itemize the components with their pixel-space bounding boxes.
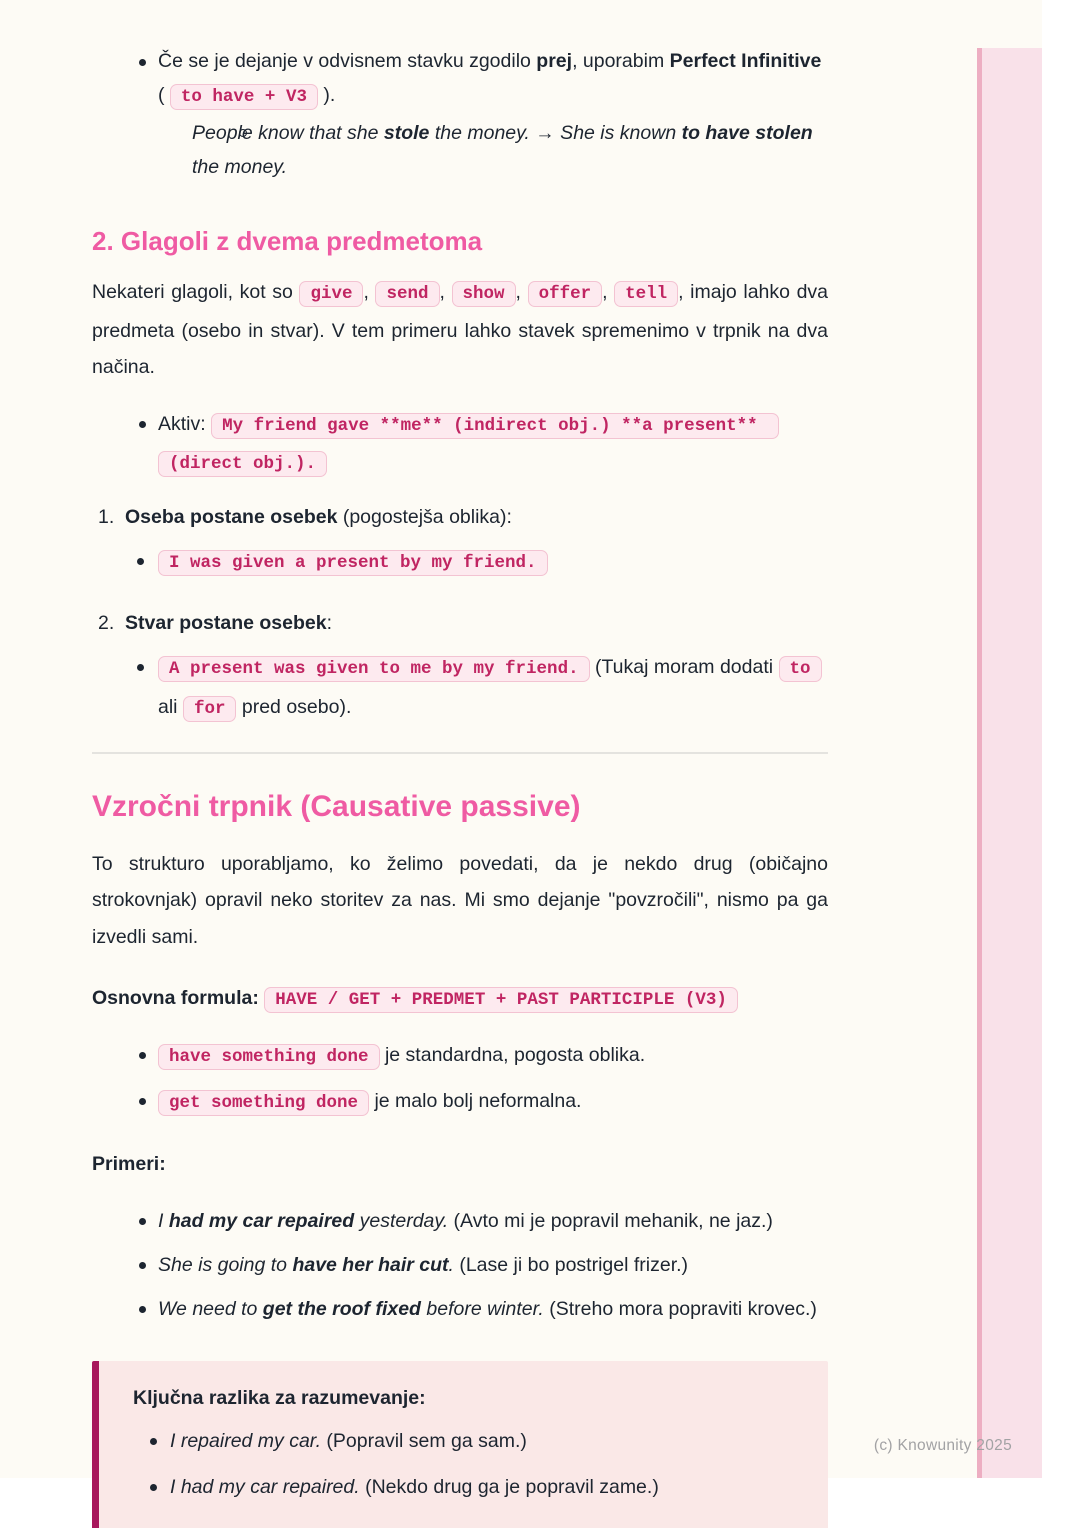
text-segment: , <box>439 281 452 303</box>
primeri-label <box>92 1147 828 1181</box>
list-item <box>92 1037 828 1075</box>
bullet-text <box>170 1430 527 1452</box>
text-segment: Oseba postane osebek <box>125 505 338 528</box>
text-segment: prej <box>536 50 573 72</box>
bullet-text <box>158 1090 581 1112</box>
inline-code: HAVE / GET + PREDMET + PAST PARTICIPLE (V3) <box>264 987 738 1013</box>
text-segment: (Popravil sem ga sam.) <box>321 1430 527 1452</box>
text-segment: Stvar postane osebek <box>125 611 327 634</box>
inline-code: I was given a present by my friend. <box>158 550 548 576</box>
text-segment: To strukturo uporabljamo, ko želimo povedati, da je nekdo drug (običajno strokovnjak) opravil neko storitev za nas. Mi smo dejanje "povzročili", nismo pa ga izvedli sami. <box>92 852 828 948</box>
bullet-text <box>170 1476 659 1498</box>
section-heading: 2. Glagoli z dvema predmetoma <box>92 226 483 256</box>
text-segment: had my car repaired <box>168 1210 355 1232</box>
bullet-text <box>158 656 822 718</box>
inline-code: have something done <box>158 1044 380 1070</box>
bullet-text <box>158 1254 688 1276</box>
text-segment: Primeri: <box>92 1153 166 1175</box>
text-segment: (Nekdo drug ga je popravil zame.) <box>359 1476 659 1498</box>
ordered-item <box>92 606 828 728</box>
list-item <box>92 1247 828 1283</box>
aktiv-list <box>92 406 828 482</box>
text-segment: the money. <box>192 156 288 178</box>
bullet-text <box>192 122 813 178</box>
text-segment: Perfect Infinitive <box>669 50 822 72</box>
text-segment: (Lase ji bo postrigel frizer.) <box>453 1254 689 1276</box>
text-segment: before winter. <box>420 1298 544 1320</box>
text-segment: ali <box>158 695 183 718</box>
list-item <box>125 648 828 728</box>
copyright-footer: (c) Knowunity 2025 <box>873 1437 1012 1454</box>
item-label <box>125 612 332 634</box>
bullet-text <box>158 550 548 572</box>
document-content <box>92 0 828 1528</box>
list-item <box>92 1203 828 1239</box>
bullet-text <box>158 1210 773 1232</box>
text-segment: , uporabim <box>572 50 670 72</box>
text-segment: . <box>448 1254 454 1276</box>
callout-title <box>133 1383 800 1413</box>
inline-code: send <box>375 281 439 307</box>
text-segment: I repaired my car. <box>170 1430 321 1452</box>
text-segment: (Streho mora popraviti krovec.) <box>543 1298 817 1320</box>
text-segment: , <box>602 281 615 303</box>
text-segment: to have stolen <box>681 122 813 144</box>
text-segment: , <box>515 281 528 303</box>
inline-code: give <box>299 281 363 307</box>
inline-code: to <box>779 656 822 682</box>
sub-list <box>125 648 828 728</box>
text-segment: We need to <box>158 1298 263 1320</box>
divider <box>92 752 828 754</box>
text-segment: stole <box>383 122 430 144</box>
text-segment: , imajo lahko dva predmeta (osebo in stvar). V tem primeru lahko stavek spremenimo v trpnik na dva načina. <box>92 281 829 378</box>
text-segment: She is going to <box>158 1254 293 1276</box>
perfect-infinitive-list <box>92 44 828 184</box>
key-difference-callout <box>92 1361 828 1528</box>
list-item <box>92 1083 828 1121</box>
text-segment: I had my car repaired. <box>170 1476 360 1498</box>
callout-list <box>133 1423 800 1505</box>
two-objects-ordered-list <box>92 500 828 728</box>
text-segment: People know that she <box>192 122 384 144</box>
text-segment: Nekateri glagoli, kot so <box>92 281 300 303</box>
forms-list <box>92 1037 828 1121</box>
text-segment: Ključna razlika za razumevanje: <box>133 1387 426 1409</box>
causative-paragraph <box>92 846 828 956</box>
list-item <box>158 116 828 184</box>
inline-code: get something done <box>158 1090 369 1116</box>
item-number: 1. <box>98 505 115 528</box>
bullet-text <box>158 50 821 106</box>
text-segment: , <box>363 281 376 303</box>
formula-line <box>92 979 828 1019</box>
list-item <box>92 1291 828 1327</box>
page-edge-strip <box>977 48 1042 1478</box>
text-segment: yesterday. <box>354 1210 449 1232</box>
bullet-text <box>158 413 779 473</box>
inline-code: tell <box>614 281 678 307</box>
text-segment: pred osebo). <box>236 695 352 718</box>
text-segment: ). <box>317 84 336 106</box>
inline-code: offer <box>528 281 603 307</box>
text-segment: je standardna, pogosta oblika. <box>379 1044 646 1066</box>
sub-list <box>125 542 828 582</box>
text-segment: the money. → She is known <box>429 122 682 144</box>
verbs-paragraph <box>92 274 828 386</box>
text-segment: (Avto mi je popravil mehanik, ne jaz.) <box>448 1210 773 1232</box>
item-label <box>125 506 512 528</box>
text-segment: Osnovna formula: <box>92 987 259 1009</box>
text-segment: ( <box>158 84 170 106</box>
inline-code: to have + V3 <box>170 84 318 110</box>
list-item <box>92 406 828 482</box>
text-segment: I <box>158 1210 169 1232</box>
page-title: Vzročni trpnik (Causative passive) <box>92 789 581 823</box>
examples-list <box>92 1203 828 1327</box>
text-segment: get the roof fixed <box>262 1298 421 1320</box>
text-segment: (Tukaj moram dodati <box>589 655 779 678</box>
ordered-item <box>92 500 828 582</box>
list-item <box>133 1423 800 1459</box>
bullet-text <box>158 1298 817 1320</box>
text-segment: Če se je dejanje v odvisnem stavku zgodilo <box>158 50 537 72</box>
bullet-text <box>158 1044 645 1066</box>
list-item <box>133 1469 800 1505</box>
text-segment: Aktiv: <box>158 412 212 435</box>
list-item <box>125 542 828 582</box>
inline-code: for <box>183 696 237 722</box>
text-segment: (pogostejša oblika): <box>337 505 512 528</box>
inline-code: A present was given to me by my friend. <box>158 656 590 682</box>
text-segment: have her hair cut <box>292 1254 449 1276</box>
text-segment: je malo bolj neformalna. <box>369 1090 582 1112</box>
inline-code: show <box>452 281 516 307</box>
list-item <box>92 44 828 184</box>
item-number: 2. <box>98 611 115 634</box>
inline-code: My friend gave **me** (indirect obj.) **a present** (direct obj.). <box>158 413 779 477</box>
text-segment: : <box>326 611 333 634</box>
